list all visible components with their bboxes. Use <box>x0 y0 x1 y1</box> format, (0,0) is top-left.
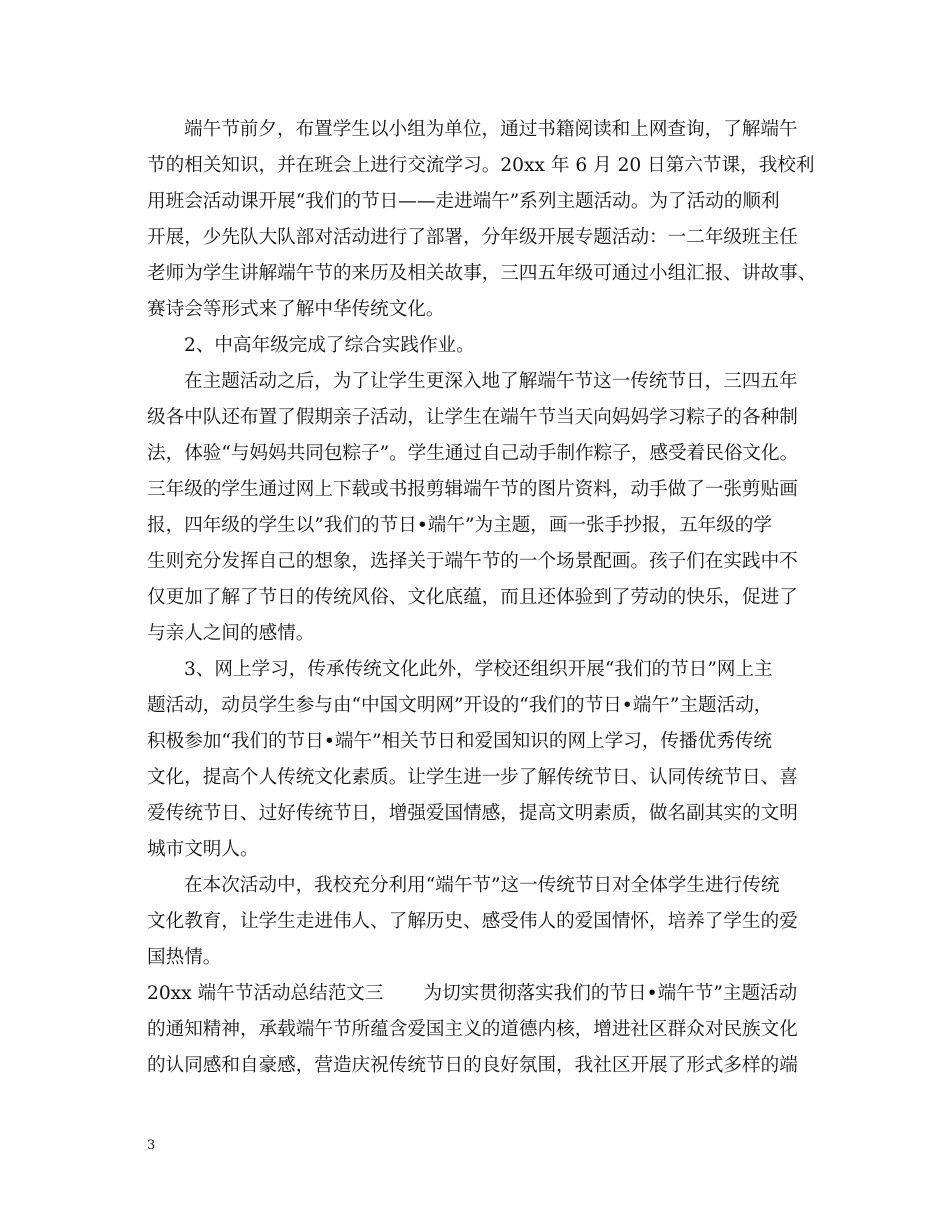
paragraph-3-line-3: 积极参加“我们的节日•端午”相关节日和爱国知识的网上学习，传播优秀传统 <box>147 731 772 752</box>
paragraph-2-line-7: 仅更加了解了节日的传统风俗、文化底蕴，而且还体验到了劳动的快乐，促进了 <box>147 587 798 608</box>
paragraph-3-line-6: 城市文明人。 <box>147 839 259 860</box>
paragraph-1-line-4: 开展，少先队大队部对活动进行了部署，分年级开展专题活动：一二年级班主任 <box>147 227 798 248</box>
paragraph-5-line-1 <box>147 982 797 1006</box>
paragraph-1-line-6: 赛诗会等形式来了解中华传统文化。 <box>147 299 445 320</box>
paragraph-4-line-3: 国热情。 <box>147 947 222 968</box>
paragraph-2-line-6: 生则充分发挥自己的想象，选择关于端午节的一个场景配画。孩子们在实践中不 <box>147 551 798 572</box>
paragraph-2-line-1: 在主题活动之后，为了让学生更深入地了解端午节这一传统节日，三四五年 <box>184 371 798 392</box>
paragraph-5-line-3: 的认同感和自豪感，营造庆祝传统节日的良好氛围，我社区开展了形式多样的端 <box>147 1055 798 1076</box>
paragraph-2-line-8: 与亲人之间的感情。 <box>147 623 315 644</box>
page-number: 3 <box>147 1138 156 1153</box>
section-title: 20xx 端午节活动总结范文三 <box>147 983 384 1004</box>
paragraph-3-line-5: 爱传统节日、过好传统节日，增强爱国情感，提高文明素质，做名副其实的文明 <box>147 803 798 824</box>
paragraph-1-line-5: 老师为学生讲解端午节的来历及相关故事，三四五年级可通过小组汇报、讲故事、 <box>147 263 817 284</box>
paragraph-1-line-1: 端午节前夕，布置学生以小组为单位，通过书籍阅读和上网查询，了解端午 <box>184 119 798 140</box>
paragraph-4-line-2: 文化教育，让学生走进伟人、了解历史、感受伟人的爱国情怀，培养了学生的爱 <box>147 911 798 932</box>
paragraph-4-line-1: 在本次活动中，我校充分利用“端午节”这一传统节日对全体学生进行传统 <box>184 875 780 896</box>
paragraph-2-line-2: 级各中队还布置了假期亲子活动，让学生在端午节当天向妈妈学习粽子的各种制 <box>147 407 798 428</box>
paragraph-2-line-4: 三年级的学生通过网上下载或书报剪辑端午节的图片资料，动手做了一张剪贴画 <box>147 479 798 500</box>
paragraph-2-line-3: 法，体验“与妈妈共同包粽子”。学生通过自己动手制作粽子，感受着民俗文化。 <box>147 443 799 464</box>
paragraph-3-line-2: 题活动，动员学生参与由“中国文明网”开设的“我们的节日•端午”主题活动， <box>147 695 773 716</box>
paragraph-3-line-4: 文化，提高个人传统文化素质。让学生进一步了解传统节日、认同传统节日、喜 <box>147 767 798 788</box>
paragraph-1-line-3: 用班会活动课开展“我们的节日——走进端午”系列主题活动。为了活动的顺利 <box>147 191 780 212</box>
paragraph-5-opening: 为切实贯彻落实我们的节日•端午节”主题活动 <box>423 983 798 1004</box>
paragraph-5-line-2: 的通知精神，承载端午节所蕴含爱国主义的道德内核，增进社区群众对民族文化 <box>147 1019 798 1040</box>
paragraph-2-line-5: 报，四年级的学生以”我们的节日•端午”为主题，画一张手抄报，五年级的学 <box>147 515 772 536</box>
paragraph-3-line-1: 3、网上学习，传承传统文化此外，学校还组织开展“我们的节日”网上主 <box>184 659 773 680</box>
paragraph-1-line-2: 节的相关知识，并在班会上进行交流学习。20xx 年 6 月 20 日第六节课，我校利 <box>147 155 815 176</box>
section-heading-2: 2、中高年级完成了综合实践作业。 <box>184 335 475 356</box>
